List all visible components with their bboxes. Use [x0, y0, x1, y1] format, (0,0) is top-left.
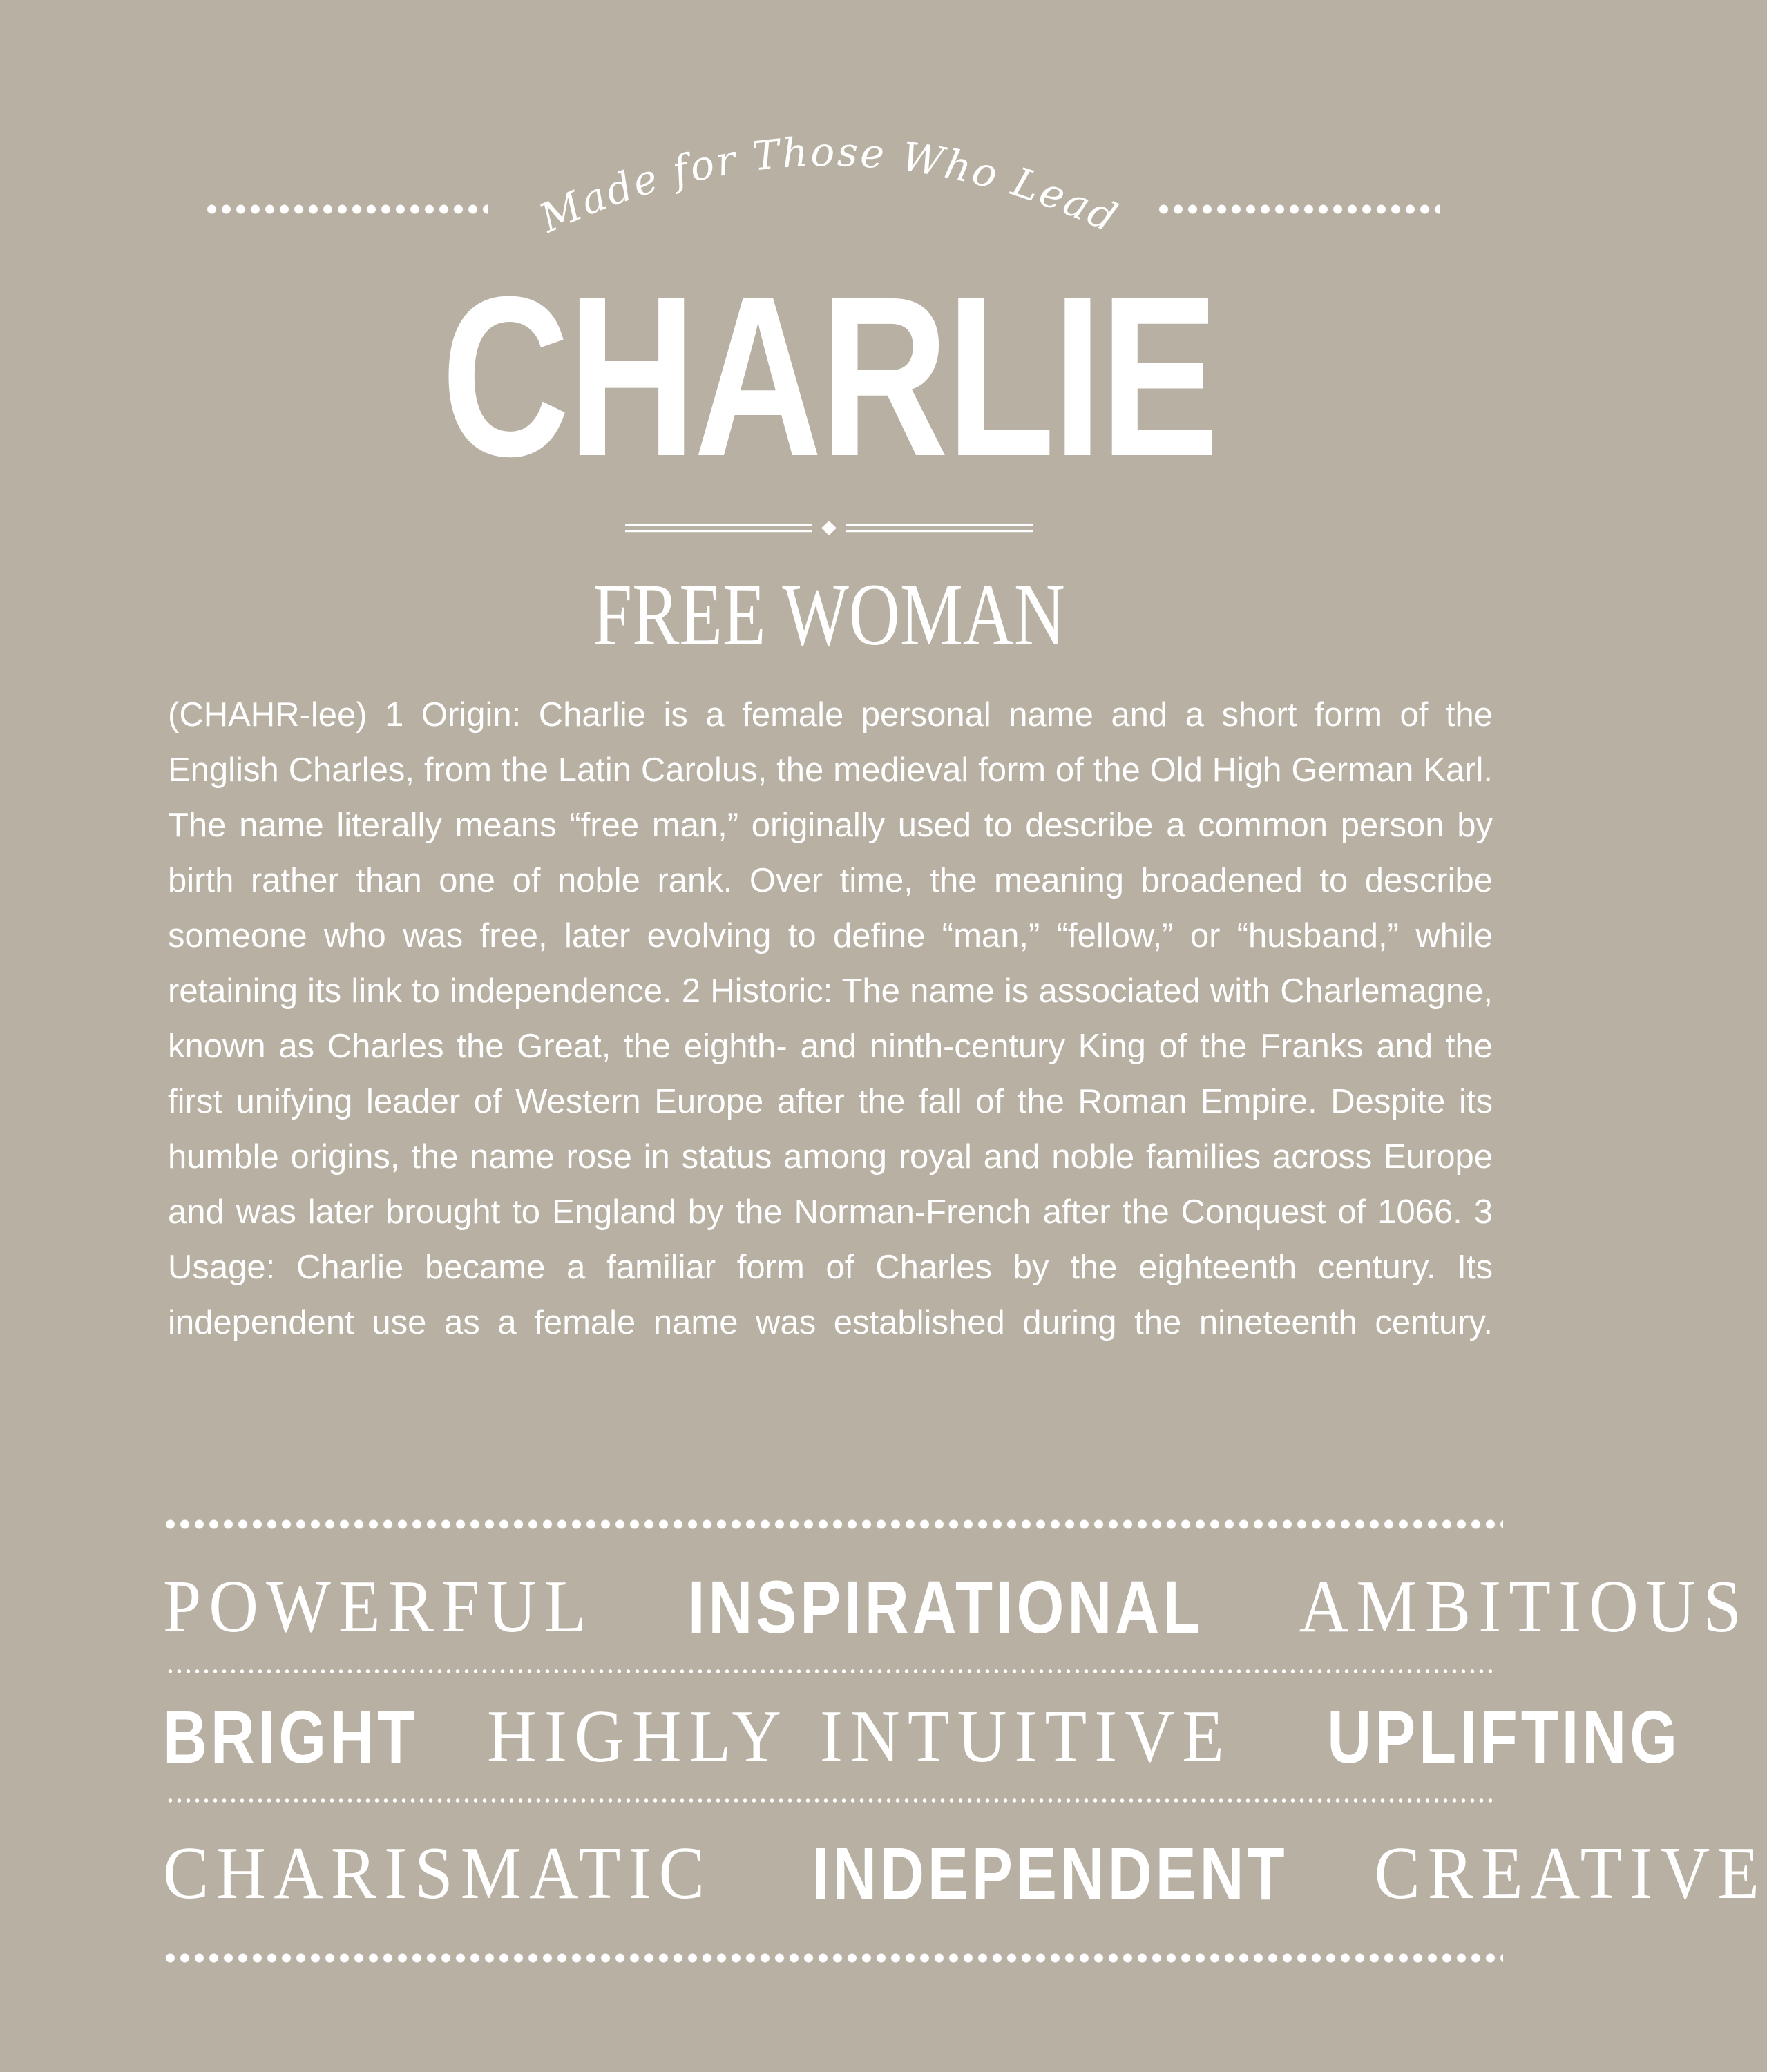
tagline — [532, 128, 1125, 242]
name-meaning: FREE WOMAN — [593, 566, 1065, 664]
trait-word: INTUITIVE — [819, 1696, 1232, 1778]
dotted-divider-bottom — [163, 1952, 1503, 1964]
dotted-divider-row-1 — [166, 1669, 1492, 1674]
trait-word: UPLIFTING — [1327, 1695, 1681, 1778]
trait-word: HIGHLY — [486, 1696, 790, 1778]
trait-word: POWERFUL — [163, 1566, 594, 1648]
trait-word: CREATIVE — [1374, 1832, 1767, 1915]
dotted-divider-row-2 — [166, 1798, 1492, 1803]
name-description: (CHAHR-lee) 1 Origin: Charlie is a female personal name and a short form of the English Charles, from the Latin Carolus, the medieval form of the Old High German Karl. The name literally means “free man,” originally used to describe a common person by birth rather than one of noble rank. Over time, the meaning broadened to describe someone who was free, later evolving to define “man,” “fellow,” or “husband,” while retaining its link to independence. 2 Historic: The name is associated with Charlemagne, known as Charles the Great, the eighth- and ninth-century King of the Franks and the first unifying leader of Western Europe after the fall of the Roman Empire. Despite its humble origins, the name rose in status among royal and noble families across Europe and was later brought to England by the Norman-French after the Conquest of 1066. 3 Usage: Charlie became a familiar form of Charles by the eighteenth century. Its independent use as a female name was established during the nineteenth century. — [168, 696, 1493, 1341]
ornament-divider — [625, 518, 1033, 539]
name-heading: CHARLIE — [441, 249, 1217, 503]
trait-word: INDEPENDENT — [812, 1832, 1288, 1915]
trait-word: CHARISMATIC — [163, 1832, 712, 1915]
tagline-text: Made for Those Who Lead — [533, 128, 1126, 242]
trait-word: INSPIRATIONAL — [687, 1565, 1204, 1649]
tagline-arc — [484, 76, 1174, 256]
trait-word: AMBITIOUS — [1299, 1566, 1750, 1648]
diamond-icon — [821, 521, 837, 535]
trait-row-3 — [163, 1829, 1767, 1919]
dotted-divider-top-right — [1156, 203, 1440, 215]
trait-row-1 — [163, 1562, 1750, 1652]
trait-word: BRIGHT — [163, 1695, 418, 1778]
trait-row-2 — [163, 1692, 1681, 1782]
dotted-divider-top-left — [204, 203, 488, 215]
dotted-divider-traits-top — [163, 1518, 1503, 1531]
